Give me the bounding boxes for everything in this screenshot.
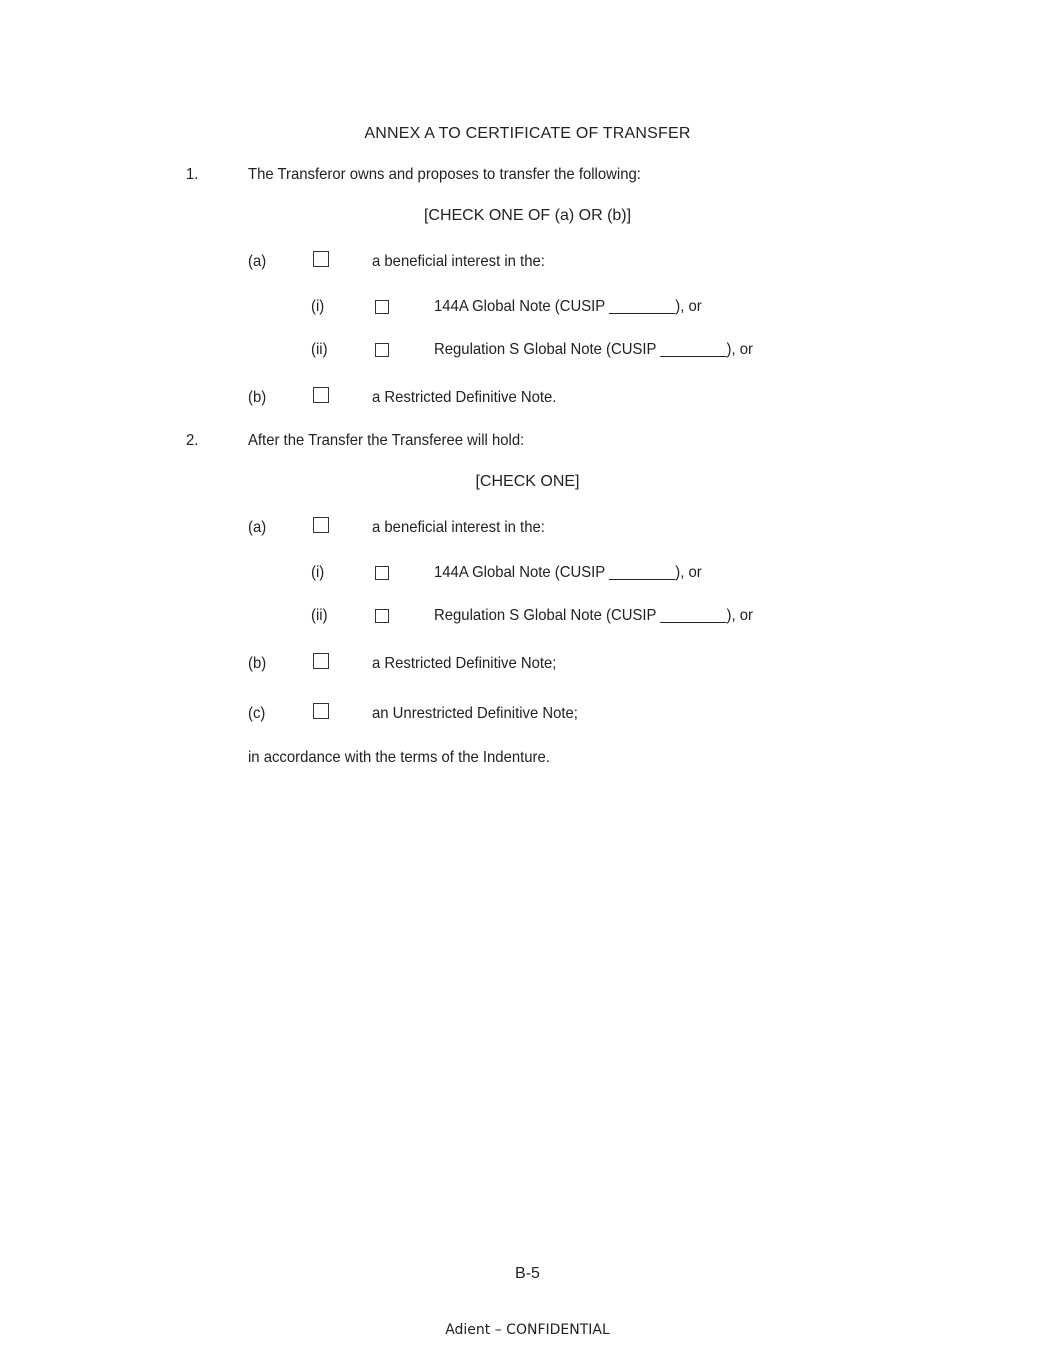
section-2-number: 2. [186, 432, 199, 449]
s2-c-label: (c) [248, 705, 266, 722]
s2-b-label: (b) [248, 655, 267, 672]
section-2-text: After the Transfer the Transferee will hold: [248, 432, 525, 449]
s2-b-checkbox[interactable] [313, 653, 329, 669]
s2-a-label: (a) [248, 519, 267, 536]
s2-a-checkbox[interactable] [313, 517, 329, 533]
s1-a-checkbox[interactable] [313, 251, 329, 267]
s2-c-text: an Unrestricted Definitive Note; [372, 705, 578, 722]
section-1-number: 1. [186, 166, 199, 183]
section-1-instruction: [CHECK ONE OF (a) OR (b)] [423, 207, 632, 224]
s2-c-checkbox[interactable] [313, 703, 329, 719]
s2-a-ii-text: Regulation S Global Note (CUSIP ________), or [434, 607, 754, 624]
confidential-footer: Adient – CONFIDENTIAL [445, 1322, 610, 1338]
s1-b-text: a Restricted Definitive Note. [372, 389, 557, 406]
s1-a-ii-label: (ii) [311, 341, 328, 358]
s1-a-text: a beneficial interest in the: [372, 253, 545, 270]
s2-a-ii-label: (ii) [311, 607, 328, 624]
s2-a-i-label: (i) [311, 564, 325, 581]
closing-text: in accordance with the terms of the Indenture. [248, 749, 550, 766]
s2-a-i-checkbox[interactable] [375, 566, 389, 580]
s2-a-text: a beneficial interest in the: [372, 519, 545, 536]
s1-b-label: (b) [248, 389, 267, 406]
s1-a-i-checkbox[interactable] [375, 300, 389, 314]
s1-a-label: (a) [248, 253, 267, 270]
annex-title: ANNEX A TO CERTIFICATE OF TRANSFER [364, 125, 691, 142]
s1-a-ii-checkbox[interactable] [375, 343, 389, 357]
s1-a-i-text: 144A Global Note (CUSIP ________), or [434, 298, 702, 315]
s1-b-checkbox[interactable] [313, 387, 329, 403]
s2-a-ii-checkbox[interactable] [375, 609, 389, 623]
s2-a-i-text: 144A Global Note (CUSIP ________), or [434, 564, 702, 581]
s2-b-text: a Restricted Definitive Note; [372, 655, 557, 672]
s1-a-ii-text: Regulation S Global Note (CUSIP ________), or [434, 341, 754, 358]
section-2-instruction: [CHECK ONE] [475, 473, 580, 490]
s1-a-i-label: (i) [311, 298, 325, 315]
section-1-text: The Transferor owns and proposes to transfer the following: [248, 166, 641, 183]
page-number: B-5 [515, 1265, 540, 1282]
